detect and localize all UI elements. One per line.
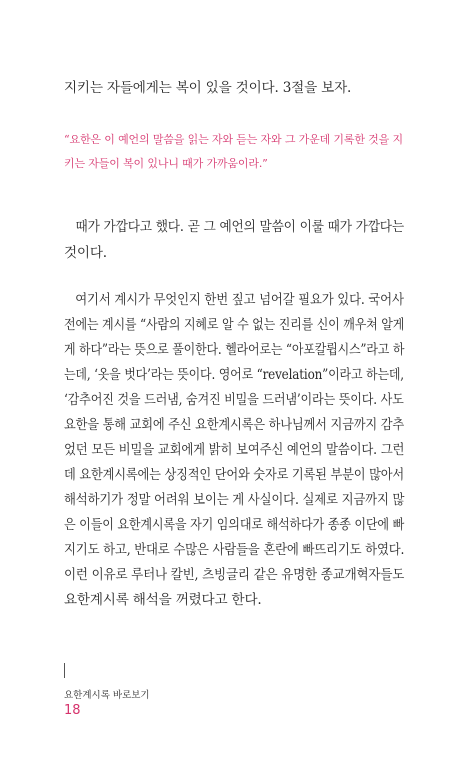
body-text-line: 었던 모든 비밀을 교회에게 밝히 보여주신 예언의 말씀이다. 그런 [64,442,405,458]
body-text-line: 이런 이유로 루터나 칼빈, 츠빙글리 같은 유명한 종교개혁자들도 [64,567,405,583]
scripture-quote-line: 키는 자들이 복이 있나니 때가 가까움이라.” [64,157,268,170]
body-text-line: ‘감추어진 것을 드러냄, 숨겨진 비밀을 드러냄’이라는 뜻이다. 사도 [64,392,404,408]
footer-divider [64,663,65,678]
body-text-line: 전에는 계시를 “사람의 지혜로 알 수 없는 진리를 신이 깨우쳐 알게 [64,317,405,333]
body-text-line: 게 하다”라는 뜻으로 풀이한다. 헬라어로는 “아포칼륍시스”라고 하 [64,342,405,358]
scripture-quote-line: “요한은 이 예언의 말씀을 읽는 자와 듣는 자와 그 가운데 기록한 것을 지 [64,133,403,146]
body-text-line: 지키는 자들에게는 복이 있을 것이다. 3절을 보자. [64,80,352,96]
body-text-line: 요한계시록 해석을 꺼렸다고 한다. [64,592,262,608]
body-text-line: 것이다. [64,245,107,261]
body-text-line: 요한을 통해 교회에 주신 요한계시록은 하나님께서 지금까지 감추 [64,417,405,433]
body-text-line: 해석하기가 정말 어려워 보이는 게 사실이다. 실제로 지금까지 많 [64,492,405,508]
body-text-line: 데 요한계시록에는 상징적인 단어와 숫자로 기록된 부분이 많아서 [64,467,405,483]
body-text-line: 은 이들이 요한계시록을 자기 임의대로 해석하다가 종종 이단에 빠 [64,517,405,533]
body-text-line: 는데, ‘옷을 벗다’라는 뜻이다. 영어로 “revelation”이라고 하는데, [64,367,404,383]
body-text-line: 여기서 계시가 무엇인지 한번 짚고 넘어갈 필요가 있다. 국어사 [64,292,404,308]
running-title: 요한계시록 바로보기 [64,690,150,701]
body-text-line: 지기도 하고, 반대로 수많은 사람들을 혼란에 빠뜨리기도 하였다. [64,542,405,558]
page-number: 18 [64,703,81,718]
body-text-line: 때가 가깝다고 했다. 곧 그 예언의 말씀이 이룰 때가 가깝다는 [64,219,404,235]
